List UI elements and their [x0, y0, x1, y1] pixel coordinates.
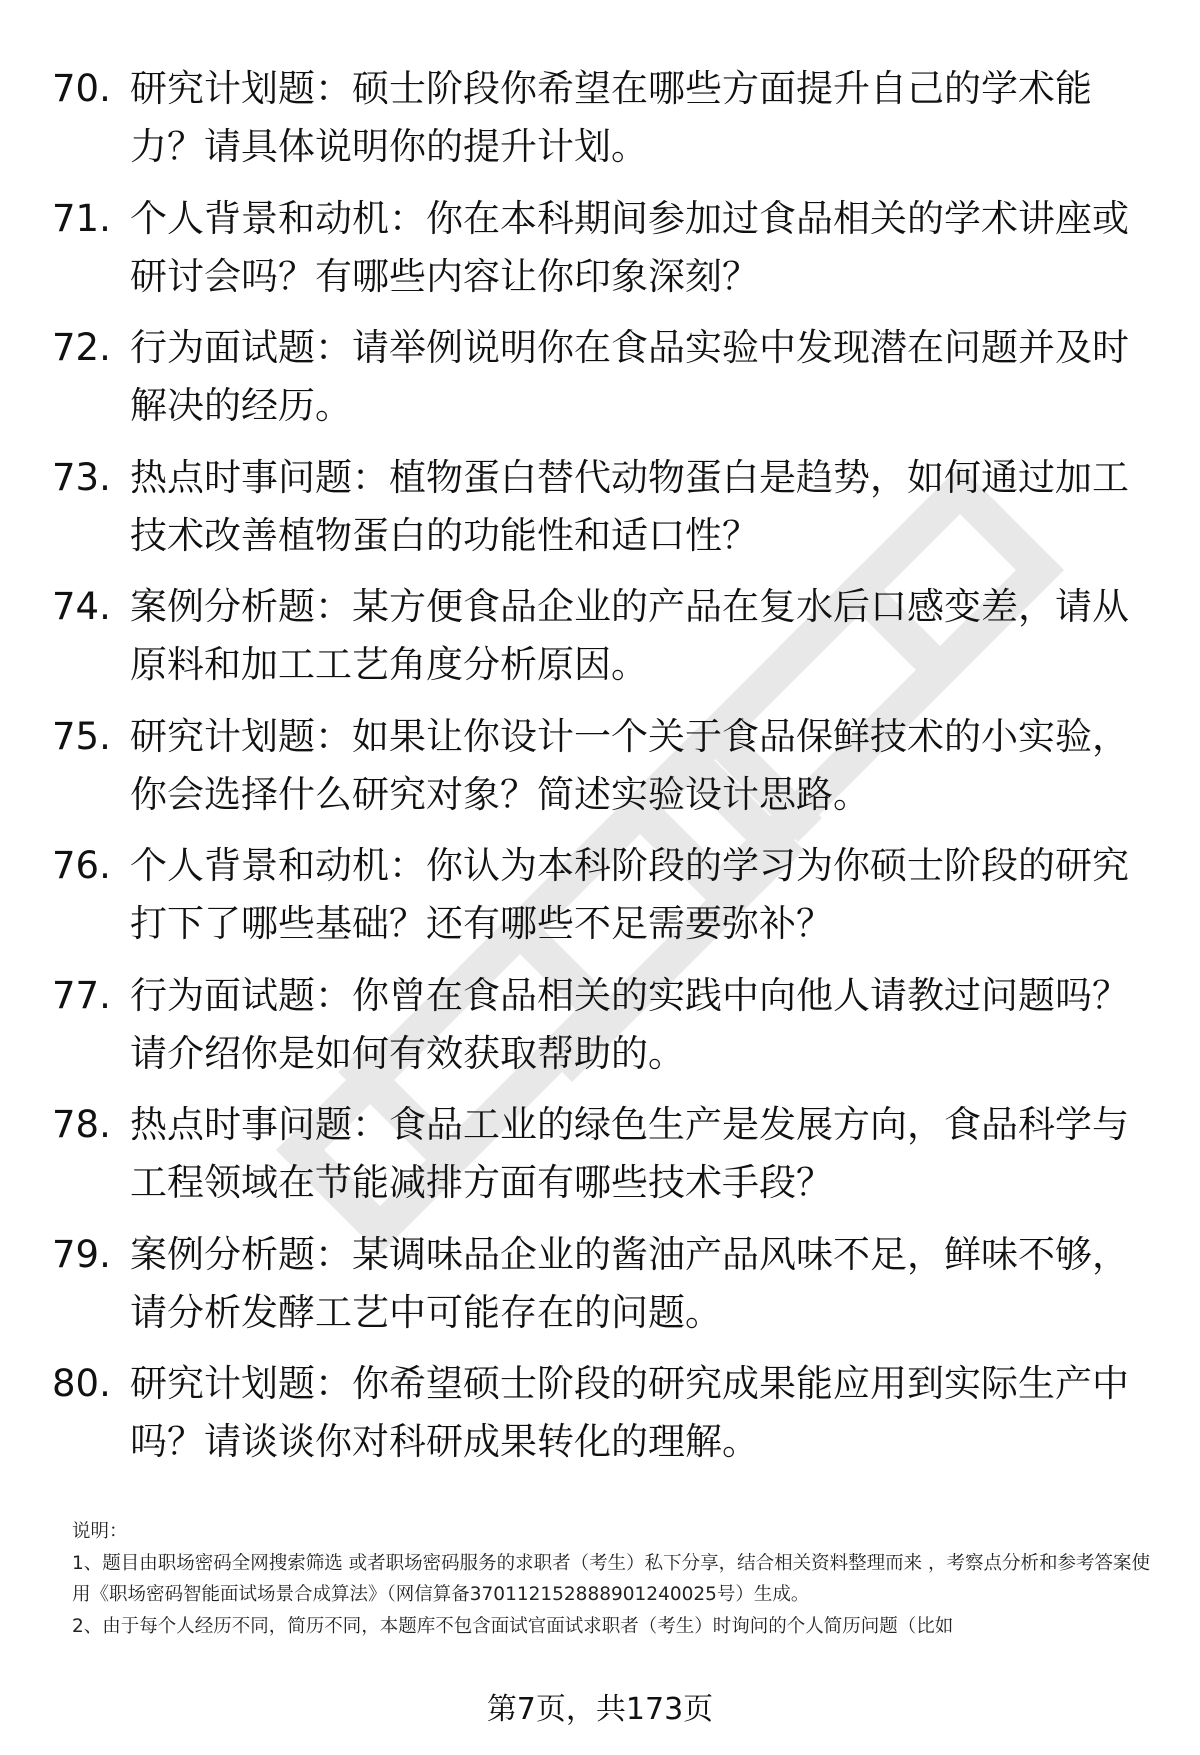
question-text: 研究计划题：如果让你设计一个关于食品保鲜技术的小实验，你会选择什么研究对象？简述实验设计思路。: [130, 714, 1129, 816]
question-number: 76.: [52, 844, 111, 887]
question-text: 行为面试题：你曾在食品相关的实践中向他人请教过问题吗？请介绍你是如何有效获取帮助的。: [130, 973, 1129, 1075]
question-number: 71.: [52, 196, 111, 240]
question-item: [52, 60, 1152, 176]
question-text: 个人背景和动机：你在本科期间参加过食品相关的学术讲座或研讨会吗？有哪些内容让你印象深刻？: [130, 196, 1129, 298]
question-number: 73.: [52, 455, 111, 499]
question-item: [52, 578, 1152, 694]
question-number: 79.: [52, 1232, 111, 1276]
question-item: [52, 190, 1152, 306]
question-text: 行为面试题：请举例说明你在食品实验中发现潜在问题并及时解决的经历。: [130, 326, 1129, 427]
notes-title: 说明：: [72, 1521, 128, 1542]
notes-item-2: 2、由于每个人经历不同，简历不同，本题库不包含面试官面试求职者（考生）时询问的个人简历问题（比如: [72, 1615, 954, 1637]
question-text: 研究计划题：硕士阶段你希望在哪些方面提升自己的学术能力？请具体说明你的提升计划。: [130, 67, 1092, 168]
question-item: [52, 837, 1152, 953]
question-text: 个人背景和动机：你认为本科阶段的学习为你硕士阶段的研究打下了哪些基础？还有哪些不足需要弥补？: [130, 844, 1129, 945]
question-text: 热点时事问题：食品工业的绿色生产是发展方向，食品科学与工程领域在节能减排方面有哪些技术手段？: [130, 1103, 1129, 1204]
question-list: [52, 60, 1152, 1485]
question-number: 70.: [52, 67, 111, 110]
question-number: 75.: [52, 714, 111, 758]
question-item: [52, 1226, 1152, 1342]
question-item: [52, 1355, 1152, 1471]
notes-item-1: 1、题目由职场密码全网搜索筛选 或者职场密码服务的求职者（考生）私下分享，结合相关资料整理而来 ，考察点分析和参考答案使用《职场密码智能面试场景合成算法》（网信算备370112152888901240025号）生成。: [72, 1552, 1151, 1605]
question-item: [52, 1096, 1152, 1212]
question-item: [52, 967, 1152, 1083]
question-number: 77.: [52, 973, 111, 1017]
question-item: [52, 319, 1152, 435]
question-number: 72.: [52, 326, 111, 369]
page-number: 第7页，共173页: [486, 1692, 714, 1727]
question-item: [52, 449, 1152, 565]
question-text: 热点时事问题：植物蛋白替代动物蛋白是趋势，如何通过加工技术改善植物蛋白的功能性和适口性？: [130, 455, 1129, 557]
question-item: [52, 708, 1152, 824]
question-number: 74.: [52, 585, 111, 628]
question-text: 案例分析题：某方便食品企业的产品在复水后口感变差，请从原料和加工工艺角度分析原因。: [130, 585, 1129, 686]
question-number: 78.: [52, 1103, 111, 1146]
question-text: 研究计划题：你希望硕士阶段的研究成果能应用到实际生产中吗？请谈谈你对科研成果转化的理解。: [130, 1362, 1129, 1463]
question-number: 80.: [52, 1362, 111, 1405]
notes-section: [72, 1516, 1157, 1642]
question-text: 案例分析题：某调味品企业的酱油产品风味不足，鲜味不够，请分析发酵工艺中可能存在的问题。: [130, 1232, 1129, 1334]
